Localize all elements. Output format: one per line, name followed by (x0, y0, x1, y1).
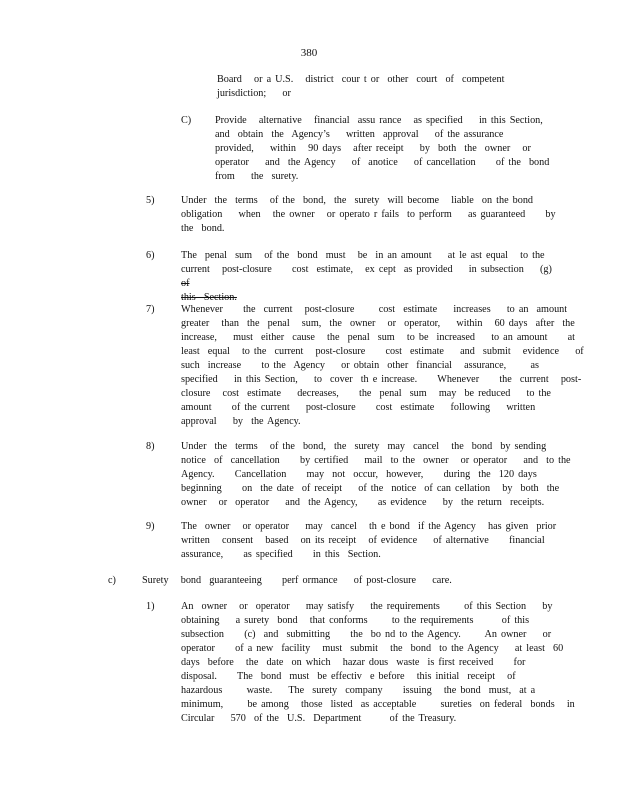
text-line: Under the terms of the bond, the surety may cancel the bond by sending (181, 441, 547, 452)
text-line: assurance, as specified in this Section. (181, 549, 381, 560)
text-line: minimum, be among those listed as acceptable sureties on federal bonds in (181, 699, 575, 710)
text-line: The owner or operator may cancel th e bond if the Agency has given prior (181, 521, 557, 532)
text-line: Provide alternative financial assu rance as specified in this Section, (215, 115, 543, 126)
text-line: least equal to the current post-closure cost estimate and submit evidence of (181, 346, 584, 357)
text-span: current post-closure cost estimate, ex cept as provided in subsection (g) (181, 264, 552, 275)
section-c-heading: Surety bond guaranteeing perf ormance of post-closure care. (142, 575, 452, 586)
struck-text: of (181, 278, 190, 289)
text-line: An owner or operator may satisfy the requirements of this Section by (181, 601, 553, 612)
item-6-text (181, 249, 552, 305)
item-5-text (181, 194, 556, 236)
text-line: operator of a new facility must submit the bond to the Agency at least 60 (181, 643, 564, 654)
struck-text-line: this Section. (181, 292, 237, 303)
text-line: Board or a U.S. district cour t or other court of competent (217, 74, 505, 85)
item-C-text (215, 114, 550, 184)
text-line: closure cost estimate decreases, the penal sum may be reduced to the (181, 388, 551, 399)
item-9-marker: 9) (146, 521, 155, 532)
text-line: from the surety. (215, 171, 299, 182)
text-line: such increase to the Agency or obtain other financial assurance, as (181, 360, 539, 371)
text-line: days before the date on which hazar dous waste is first received for (181, 657, 526, 668)
text-line: provided, within 90 days after receipt by both the owner or (215, 143, 531, 154)
text-line: increase, must either cause the penal sum to be increased to an amount at (181, 332, 575, 343)
text-line: Agency. Cancellation may not occur, however, during the 120 days (181, 469, 537, 480)
text-line: hazardous waste. The surety company issuing the bond must, at a (181, 685, 536, 696)
text-line: Whenever the current post-closure cost estimate increases to an amount (181, 304, 568, 315)
text-line: and obtain the Agency’s written approval of the assurance (215, 129, 504, 140)
item-7-text (181, 303, 584, 429)
text-line: Circular 570 of the U.S. Department of the Treasury. (181, 713, 457, 724)
item-5-marker: 5) (146, 195, 155, 206)
item-C-marker: C) (181, 115, 192, 126)
item-9-text (181, 520, 557, 562)
item-4-tail (217, 73, 517, 101)
text-line: amount of the current post-closure cost estimate following written (181, 402, 536, 413)
text-line: owner or operator and the Agency, as evidence by the return receipts. (181, 497, 545, 508)
item-8-marker: 8) (146, 441, 155, 452)
item-c1-text (181, 600, 575, 726)
text-line: The penal sum of the bond must be in an amount at le ast equal to the (181, 250, 545, 261)
page-number: 380 (300, 47, 318, 59)
text-line: approval by the Agency. (181, 416, 301, 427)
text-line: written consent based on its receipt of evidence of alternative financial (181, 535, 545, 546)
text-line: greater than the penal sum, the owner or operator, within 60 days after the (181, 318, 575, 329)
text-line: beginning on the date of receipt of the notice of can cellation by both the (181, 483, 560, 494)
text-line: obtaining a surety bond that conforms to the requirements of this (181, 615, 530, 626)
text-line (181, 263, 552, 291)
text-line: subsection (c) and submitting the bo nd to the Agency. An owner or (181, 629, 552, 640)
item-7-marker: 7) (146, 304, 155, 315)
text-line: jurisdiction; or (217, 88, 291, 99)
text-line: specified in this Section, to cover th e increase. Whenever the current post- (181, 374, 582, 385)
item-6-marker: 6) (146, 250, 155, 261)
item-c1-marker: 1) (146, 601, 155, 612)
section-c-marker: c) (108, 575, 116, 586)
text-line: obligation when the owner or operato r fails to perform as guaranteed by (181, 209, 556, 220)
item-8-text (181, 440, 571, 510)
text-line: operator and the Agency of anotice of cancellation of the bond (215, 157, 550, 168)
text-line: notice of cancellation by certified mail to the owner or operator and to the (181, 455, 571, 466)
text-line: disposal. The bond must be effectiv e before this initial receipt of (181, 671, 516, 682)
text-line: the bond. (181, 223, 225, 234)
text-line: Under the terms of the bond, the surety will become liable on the bond (181, 195, 534, 206)
